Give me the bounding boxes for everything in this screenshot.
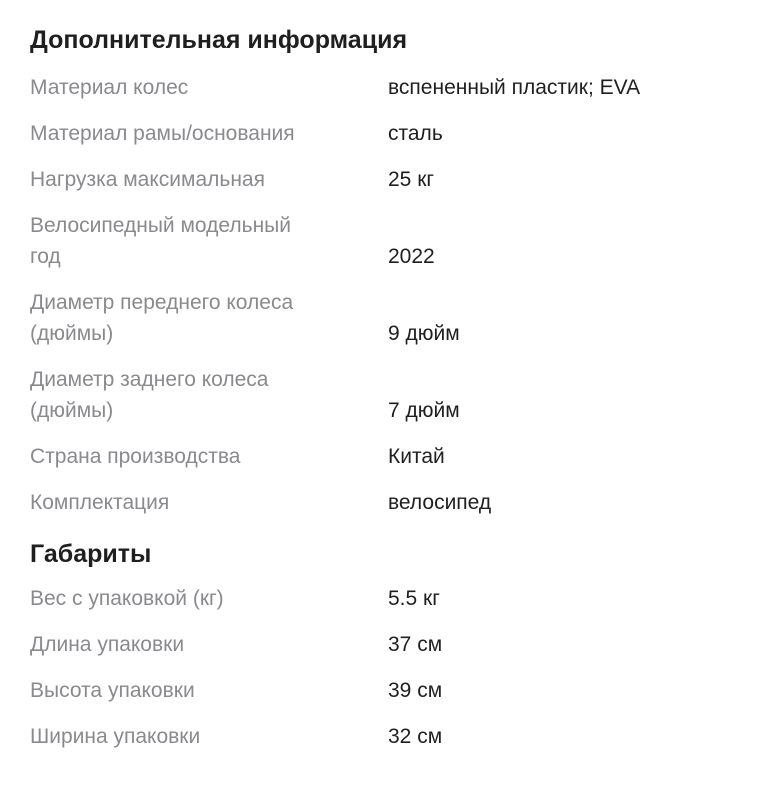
spec-row [30, 72, 730, 103]
spec-label-line: Диаметр заднего колеса [30, 368, 269, 391]
spec-label-line: (дюймы) [30, 399, 114, 422]
spec-value: 2022 [388, 245, 435, 268]
spec-value: велосипед [388, 491, 492, 514]
spec-row [30, 364, 730, 426]
spec-row [30, 583, 730, 614]
spec-label [30, 210, 388, 272]
section-title: Габариты [30, 540, 152, 568]
spec-value: 39 см [388, 679, 443, 702]
spec-value: 9 дюйм [388, 322, 460, 345]
spec-label [30, 118, 388, 149]
spec-label-line: Длина упаковки [30, 633, 185, 656]
spec-label [30, 583, 388, 614]
spec-label [30, 72, 388, 103]
spec-list [30, 583, 730, 752]
spec-row [30, 210, 730, 272]
spec-label-line: Страна производства [30, 445, 241, 468]
spec-row [30, 487, 730, 518]
spec-value: 5.5 кг [388, 587, 440, 610]
spec-label [30, 629, 388, 660]
spec-value: сталь [388, 122, 443, 145]
spec-label-line: Материал рамы/основания [30, 122, 295, 145]
spec-label-line: Нагрузка максимальная [30, 168, 265, 191]
spec-row [30, 287, 730, 349]
spec-label-line: Диаметр переднего колеса [30, 291, 294, 314]
spec-value: 7 дюйм [388, 399, 460, 422]
spec-label-line: Комплектация [30, 491, 170, 514]
spec-label [30, 487, 388, 518]
spec-row [30, 164, 730, 195]
spec-row [30, 721, 730, 752]
spec-label-line: Велосипедный модельный [30, 214, 291, 237]
specs-panel [30, 22, 730, 767]
spec-label [30, 287, 388, 349]
spec-label-line: Высота упаковки [30, 679, 195, 702]
spec-value: 37 см [388, 633, 443, 656]
spec-label-line: Материал колес [30, 76, 189, 99]
spec-value: вспененный пластик; EVA [388, 76, 641, 99]
spec-label-line: год [30, 245, 61, 268]
spec-label-line: (дюймы) [30, 322, 114, 345]
spec-row [30, 118, 730, 149]
spec-value: Китай [388, 445, 445, 468]
spec-label-line: Ширина упаковки [30, 725, 201, 748]
spec-value: 25 кг [388, 168, 435, 191]
spec-label [30, 441, 388, 472]
spec-row [30, 441, 730, 472]
spec-label [30, 675, 388, 706]
spec-label [30, 364, 388, 426]
spec-row [30, 675, 730, 706]
spec-list [30, 72, 730, 518]
section-title: Дополнительная информация [30, 26, 408, 54]
spec-row [30, 629, 730, 660]
spec-value: 32 см [388, 725, 443, 748]
spec-label-line: Вес с упаковкой (кг) [30, 587, 224, 610]
spec-label [30, 164, 388, 195]
spec-label [30, 721, 388, 752]
